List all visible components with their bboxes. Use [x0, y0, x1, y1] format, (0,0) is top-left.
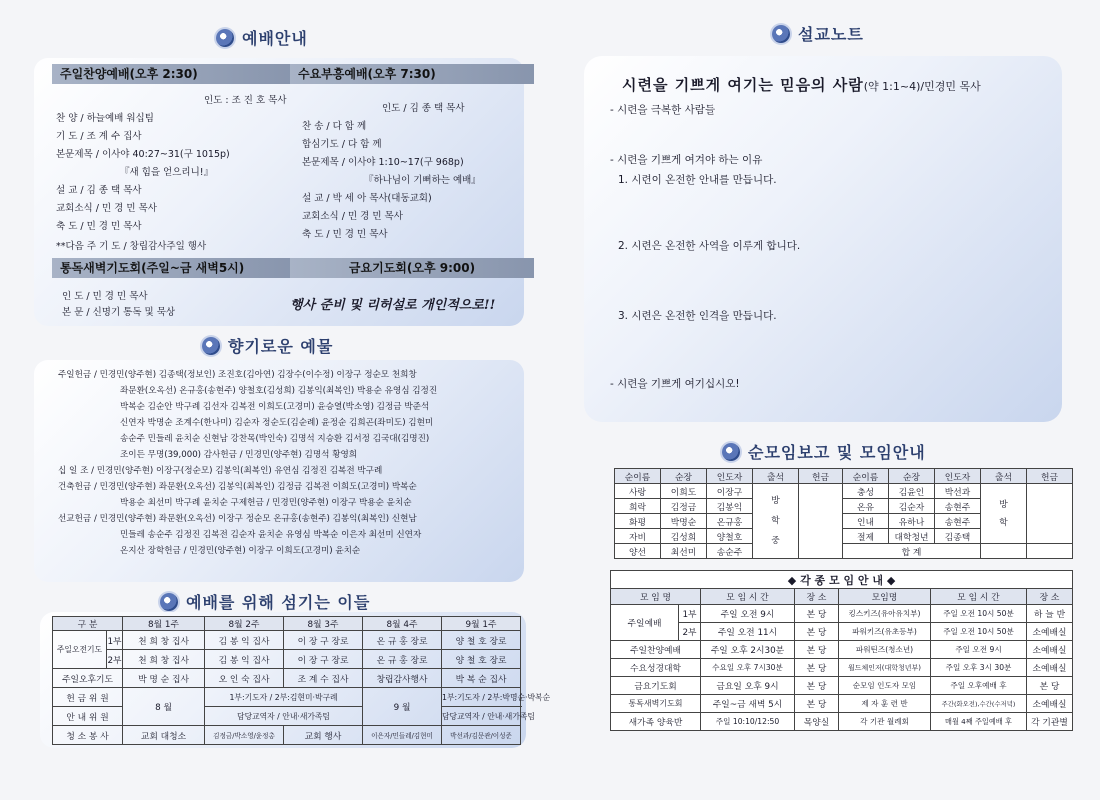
cell: 김 봉 익 집사 [205, 631, 284, 650]
cell: 주간(화오전),수간(수저녁) [931, 695, 1027, 713]
cell: 소예배실 [1027, 659, 1073, 677]
offering-line: 신연자 박명순 조계수(한나미) 김순자 정순도(김순례) 윤정순 김희곤(좌미도) 김현미 [120, 418, 434, 428]
attendance-cell [753, 484, 799, 559]
sunday-news: 교회소식 / 민 경 민 목사 [56, 203, 157, 214]
cell: 온유 [843, 499, 889, 514]
sunday-preacher: 설 교 / 김 종 택 목사 [56, 185, 142, 196]
month-cell: 8 월 [123, 688, 205, 726]
cell: 김 봉 익 집사 [205, 650, 284, 669]
cell: 1부:기도자 / 2부:김현미·박구례 [205, 688, 363, 707]
header-cell: 인도자 [707, 469, 753, 484]
attendance-cell [981, 484, 1027, 544]
cell: 소예배실 [1027, 623, 1073, 641]
cell: 박 명 순 집사 [123, 669, 205, 688]
cell: 박 복 순 집사 [442, 669, 521, 688]
cell: 주일 오전 10시 50분 [931, 623, 1027, 641]
header-cell: 장 소 [1027, 589, 1073, 605]
row-label: 헌 금 위 원 [53, 688, 123, 707]
cell: 창립감사행사 [363, 669, 442, 688]
servants-table [52, 616, 551, 745]
offering-line: 십 일 조 / 민경민(양주현) 이장구(정순모) 김봉익(최복인) 유연심 김정진 김복전 박구례 [58, 466, 383, 476]
cell: 김봉익 [707, 499, 753, 514]
cell: 이희도 [661, 484, 707, 499]
worship-panel [34, 58, 524, 326]
dawn-text: 본 문 / 신명기 통독 및 묵상 [62, 307, 176, 318]
header-cell: 모 임 명 [611, 589, 701, 605]
cell [981, 544, 1027, 559]
sermon-point: - 시련을 기쁘게 여기십시오! [610, 378, 740, 390]
cell: 주일 오후 2시30분 [701, 641, 795, 659]
cell: 주일 10:10/12:50 [701, 713, 795, 731]
meetings-title: ◆ 각 종 모 임 안 내 ◆ [611, 571, 1073, 589]
cell: 천 희 창 집사 [123, 650, 205, 669]
offering-line: 송순주 민들레 윤치순 신현남 강찬목(박인숙) 김명석 지승환 김서정 김국대(김명진) [120, 434, 430, 444]
header-cell: 장 소 [795, 589, 839, 605]
cell: 소예배실 [1027, 641, 1073, 659]
worship-section-title: 예배안내 [216, 26, 308, 49]
cell: 제 자 훈 련 반 [839, 695, 931, 713]
offering-section-title: 향기로운 예물 [202, 334, 333, 357]
total-label: 합 계 [843, 544, 981, 559]
sermon-point: 1. 시련이 온전한 안내를 만듭니다. [618, 174, 777, 186]
visit-char: 방 [771, 496, 780, 506]
cell: 이장구 [707, 484, 753, 499]
sunday-service-header: 주일찬양예배(오후 2:30) [52, 64, 294, 84]
cell: 양 철 호 장로 [442, 650, 521, 669]
sermon-point: 2. 시련은 온전한 사역을 이루게 합니다. [618, 240, 801, 252]
cell: 조 계 수 집사 [284, 669, 363, 688]
cell: 본 당 [795, 623, 839, 641]
row-label: 수요성경대학 [611, 659, 701, 677]
sermon-point: - 시련을 기쁘게 여겨야 하는 이유 [610, 154, 763, 166]
header-cell: 8월 4주 [363, 617, 442, 631]
offering-line: 좌문환(오옥선) 온규홍(송현주) 양철호(김성희) 김봉익(최복인) 박용순 유영심 김정진 [120, 386, 438, 396]
cell: 담당교역자 / 안내·새가족팀 [442, 707, 521, 726]
cell: 김순자 [889, 499, 935, 514]
offering-cell [1027, 484, 1073, 544]
cell: 이은자/민들레/김현미 [363, 726, 442, 745]
cell: 본 당 [795, 605, 839, 623]
wednesday-scripture: 본문제목 / 이사야 1:10~17(구 968p) [302, 157, 464, 168]
cell: 절제 [843, 529, 889, 544]
month-cell: 9 월 [363, 688, 442, 726]
header-cell: 8월 2주 [205, 617, 284, 631]
cell: 2부 [679, 623, 701, 641]
cell: 유하나 [889, 514, 935, 529]
row-label: 주일오후기도 [53, 669, 123, 688]
visit-char: 학 [999, 517, 1008, 528]
header-cell: 헌금 [799, 469, 843, 484]
header-cell: 구 분 [53, 617, 123, 631]
cell: 양 철 호 장로 [442, 631, 521, 650]
church-logo-icon [160, 593, 178, 611]
header-cell: 인도자 [935, 469, 981, 484]
cell: 화평 [615, 514, 661, 529]
cell: 킹스키즈(유아유치부) [839, 605, 931, 623]
offering-line: 박복순 김순안 박구례 김선자 김복전 이희도(고경미) 윤승열(박소영) 김정금 박준석 [120, 402, 430, 412]
cell: 송순주 [707, 544, 753, 559]
cell: 대학청년 [889, 529, 935, 544]
row-label: 주일예배 [611, 605, 679, 641]
meetings-table [610, 570, 1073, 731]
cell: 온 규 홍 장로 [363, 631, 442, 650]
offering-line: 주일헌금 / 민경민(양주현) 김종택(정보인) 조진호(김아연) 김장수(이수정) 이장구 정순모 천희창 [58, 370, 417, 380]
cell: 주일~금 새벽 5시 [701, 695, 795, 713]
cell [1027, 544, 1073, 559]
visit-char: 중 [771, 536, 780, 546]
cell: 박명순 [661, 514, 707, 529]
offering-line: 박용순 최선미 박구례 윤치순 구제헌금 / 민경민(양주현) 이장구 박용순 윤치순 [120, 498, 412, 508]
cell: 천 희 창 집사 [123, 631, 205, 650]
row-label: 주일오전기도 [53, 631, 107, 669]
sunday-praise: 찬 양 / 하늘예배 워십팀 [56, 113, 154, 124]
cell: 본 당 [795, 695, 839, 713]
friday-handwritten-note: 행사 준비 및 리허설로 개인적으로!! [290, 298, 496, 313]
cell: 주일 오전 10시 50분 [931, 605, 1027, 623]
header-cell: 모임명 [839, 589, 931, 605]
sunday-leader: 인도 : 조 진 호 목사 [204, 95, 287, 106]
header-cell: 9월 1주 [442, 617, 521, 631]
cell: 파워키즈(유초등부) [839, 623, 931, 641]
church-logo-icon [772, 25, 790, 43]
wednesday-service-header: 수요부흥예배(오후 7:30) [290, 64, 534, 84]
cell: 윌드체인저(대학청년부) [839, 659, 931, 677]
cell: 주일 오후예배 후 [931, 677, 1027, 695]
church-logo-icon [216, 29, 234, 47]
cell: 온규홍 [707, 514, 753, 529]
cell: 교회 대청소 [123, 726, 205, 745]
cell: 금요일 오후 9시 [701, 677, 795, 695]
header-cell: 8월 3주 [284, 617, 363, 631]
wednesday-leader: 인도 / 김 종 택 목사 [382, 103, 465, 114]
church-logo-icon [202, 337, 220, 355]
cell: 담당교역자 / 안내·새가족팀 [205, 707, 363, 726]
cell: 박선과 [935, 484, 981, 499]
sunday-sermon-title: 『새 힘을 얻으리니!』 [120, 167, 214, 178]
cell: 1부 [107, 631, 123, 650]
sunday-scripture: 본문제목 / 이사야 40:27~31(구 1015p) [56, 149, 230, 160]
sermon-title: 시련을 기쁘게 여기는 믿음의 사람 [622, 76, 864, 94]
cell: 매월 4째 주일예배 후 [931, 713, 1027, 731]
cell: 하 늘 반 [1027, 605, 1073, 623]
offering-line: 건축헌금 / 민경민(양주현) 좌문환(오옥선) 김봉익(최복인) 김정금 김복전 이희도(고경미) 박복순 [58, 482, 417, 492]
cell: 송현주 [935, 514, 981, 529]
cell: 본 당 [795, 677, 839, 695]
cell: 본 당 [795, 659, 839, 677]
cell: 목양실 [795, 713, 839, 731]
cell: 양선 [615, 544, 661, 559]
church-logo-icon [722, 443, 740, 461]
next-week-prayer: **다음 주 기 도 / 창립감사주일 행사 [56, 241, 207, 252]
header-cell: 출석 [981, 469, 1027, 484]
visit-char: 방 [999, 499, 1008, 510]
cell: 각 기관별 [1027, 713, 1073, 731]
sermon-point: - 시련을 극복한 사람들 [610, 104, 716, 116]
visit-char: 학 [771, 516, 780, 526]
cell: 1부:기도자 / 2부:박명순·박복순 [442, 688, 521, 707]
cell: 김성희 [661, 529, 707, 544]
sermon-panel [584, 56, 1062, 422]
cell: 김정금/박소영/윤정총 [205, 726, 284, 745]
cell: 파워틴즈(청소년) [839, 641, 931, 659]
sunday-benediction: 축 도 / 민 경 민 목사 [56, 221, 142, 232]
cell: 김종택 [935, 529, 981, 544]
row-label: 금요기도회 [611, 677, 701, 695]
wednesday-sermon-title: 『하나님이 기뻐하는 예배』 [364, 175, 481, 186]
cell: 최선미 [661, 544, 707, 559]
cell: 본 당 [1027, 677, 1073, 695]
cell: 사랑 [615, 484, 661, 499]
cell: 박선과/김문관/이성준 [442, 726, 521, 745]
cell: 충성 [843, 484, 889, 499]
offering-cell [799, 484, 843, 559]
cell: 교회 행사 [284, 726, 363, 745]
cell: 인내 [843, 514, 889, 529]
row-label: 주일찬양예배 [611, 641, 701, 659]
offering-line: 민들레 송순주 김정진 김복전 김순자 윤치순 유영심 박복순 이은자 최선미 신연자 [120, 530, 422, 540]
servants-section-title: 예배를 위해 섬기는 이들 [160, 590, 370, 613]
cell: 1부 [679, 605, 701, 623]
cell: 주일 오전 11시 [701, 623, 795, 641]
cell: 주일 오전 9시 [701, 605, 795, 623]
offering-line: 온지산 장학헌금 / 민경민(양주현) 이장구 이희도(고경미) 윤치순 [120, 546, 361, 556]
cell: 수요일 오후 7시30분 [701, 659, 795, 677]
header-cell: 헌금 [1027, 469, 1073, 484]
header-cell: 순이름 [843, 469, 889, 484]
dawn-prayer-header: 통독새벽기도회(주일~금 새벽5시) [52, 258, 294, 278]
friday-prayer-header: 금요기도회(오후 9:00) [290, 258, 534, 278]
cell: 주일 오후 3시 30분 [931, 659, 1027, 677]
header-cell: 순장 [661, 469, 707, 484]
group-report-table [614, 468, 1073, 559]
header-cell: 8월 1주 [123, 617, 205, 631]
offering-panel [34, 360, 524, 582]
cell: 소예배실 [1027, 695, 1073, 713]
cell: 이 장 구 장로 [284, 631, 363, 650]
wednesday-news: 교회소식 / 민 경 민 목사 [302, 211, 403, 222]
row-label: 새가족 양육반 [611, 713, 701, 731]
cell: 2부 [107, 650, 123, 669]
header-cell: 순장 [889, 469, 935, 484]
cell: 양철호 [707, 529, 753, 544]
cell: 자비 [615, 529, 661, 544]
wednesday-benediction: 축 도 / 민 경 민 목사 [302, 229, 388, 240]
cell: 이 장 구 장로 [284, 650, 363, 669]
header-cell: 순이름 [615, 469, 661, 484]
cell: 오 인 숙 집사 [205, 669, 284, 688]
cell: 본 당 [795, 641, 839, 659]
sermon-heading [622, 74, 981, 95]
sermon-reference: (약 1:1~4)/민경민 목사 [863, 80, 981, 93]
sunday-prayer: 기 도 / 조 계 수 집사 [56, 131, 142, 142]
wednesday-preacher: 설 교 / 박 세 아 목사(대동교회) [302, 193, 432, 204]
offering-line: 선교헌금 / 민경민(양주현) 좌문환(오옥선) 이장구 정순모 온규홍(송현주) 김봉익(최복인) 신현남 [58, 514, 417, 524]
offering-line: 조이든 무명(39,000) 감사헌금 / 민경민(양주현) 김명석 황영희 [120, 450, 358, 460]
wednesday-hymn: 찬 송 / 다 함 께 [302, 121, 367, 132]
cell: 온 규 홍 장로 [363, 650, 442, 669]
row-label: 청 소 봉 사 [53, 726, 123, 745]
cell: 희락 [615, 499, 661, 514]
sermon-point: 3. 시련은 온전한 인격을 만듭니다. [618, 310, 777, 322]
sermon-section-title: 설교노트 [772, 22, 864, 45]
wednesday-group-prayer: 합심기도 / 다 함 께 [302, 139, 382, 150]
groups-section-title: 순모임보고 및 모임안내 [722, 440, 926, 463]
header-cell: 모 임 시 간 [701, 589, 795, 605]
cell: 주일 오전 9시 [931, 641, 1027, 659]
cell: 송현주 [935, 499, 981, 514]
header-cell: 모 임 시 간 [931, 589, 1027, 605]
dawn-leader: 인 도 / 민 경 민 목사 [62, 291, 148, 302]
header-cell: 출석 [753, 469, 799, 484]
cell: 순모임 인도자 모임 [839, 677, 931, 695]
row-label: 안 내 위 원 [53, 707, 123, 726]
cell: 김정금 [661, 499, 707, 514]
row-label: 통독새벽기도회 [611, 695, 701, 713]
cell: 각 기관 월례회 [839, 713, 931, 731]
cell: 김윤인 [889, 484, 935, 499]
